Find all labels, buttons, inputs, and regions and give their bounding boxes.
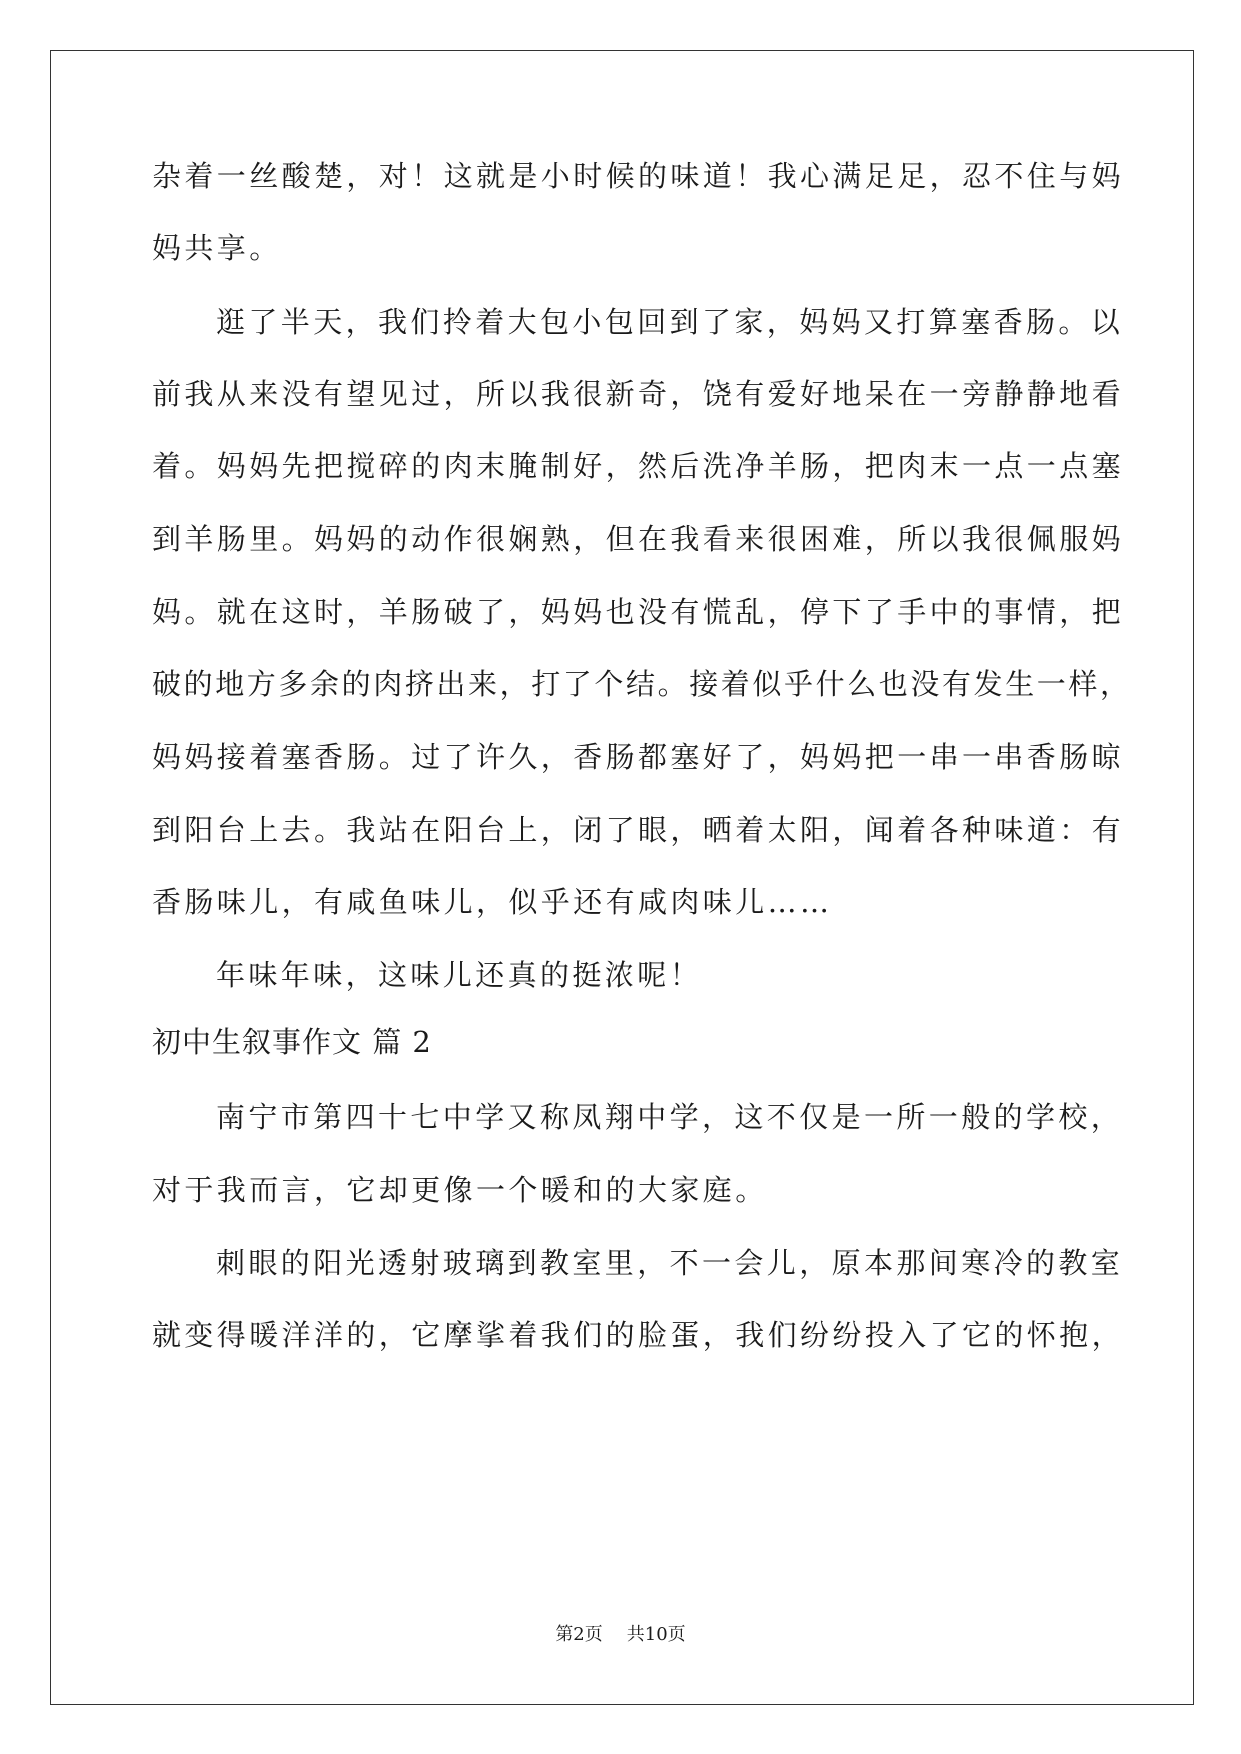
text-line: 到阳台上去。我站在阳台上，闭了眼，晒着太阳，闻着各种味道：有	[152, 813, 1125, 847]
text-line: 到羊肠里。妈妈的动作很娴熟，但在我看来很困难，所以我很佩服妈	[152, 522, 1125, 556]
text-line: 着。妈妈先把搅碎的肉末腌制好，然后洗净羊肠，把肉末一点一点塞	[152, 449, 1125, 483]
section-heading: 初中生叙事作文 篇 2	[152, 1025, 432, 1059]
page-footer	[0, 1623, 1241, 1647]
paragraph-start-line: 逛了半天，我们拎着大包小包回到了家，妈妈又打算塞香肠。以	[216, 305, 1124, 339]
text-line: 妈妈接着塞香肠。过了许久，香肠都塞好了，妈妈把一串一串香肠晾	[152, 740, 1125, 774]
text-line: 妈共享。	[152, 231, 282, 265]
paragraph-start-line: 南宁市第四十七中学又称凤翔中学，这不仅是一所一般的学校，	[216, 1100, 1124, 1134]
text-line: 杂着一丝酸楚，对！这就是小时候的味道！我心满足足，忍不住与妈	[152, 159, 1125, 193]
paragraph-start-line: 刺眼的阳光透射玻璃到教室里，不一会儿，原本那间寒冷的教室	[216, 1246, 1124, 1280]
text-line: 香肠味儿，有咸鱼味儿，似乎还有咸肉味儿……	[152, 885, 833, 919]
text-line: 对于我而言，它却更像一个暖和的大家庭。	[152, 1173, 768, 1207]
page-border	[50, 50, 1194, 1705]
text-line: 就变得暖洋洋的，它摩挲着我们的脸蛋，我们纷纷投入了它的怀抱，	[152, 1318, 1125, 1352]
page-total: 共10页	[626, 1624, 686, 1645]
paragraph-start-line: 年味年味，这味儿还真的挺浓呢！	[216, 958, 703, 992]
text-line: 破的地方多余的肉挤出来，打了个结。接着似乎什么也没有发生一样，	[152, 667, 1132, 701]
page-number: 第2页	[555, 1624, 603, 1645]
text-line: 前我从来没有望见过，所以我很新奇，饶有爱好地呆在一旁静静地看	[152, 377, 1125, 411]
text-line: 妈。就在这时，羊肠破了，妈妈也没有慌乱，停下了手中的事情，把	[152, 595, 1125, 629]
